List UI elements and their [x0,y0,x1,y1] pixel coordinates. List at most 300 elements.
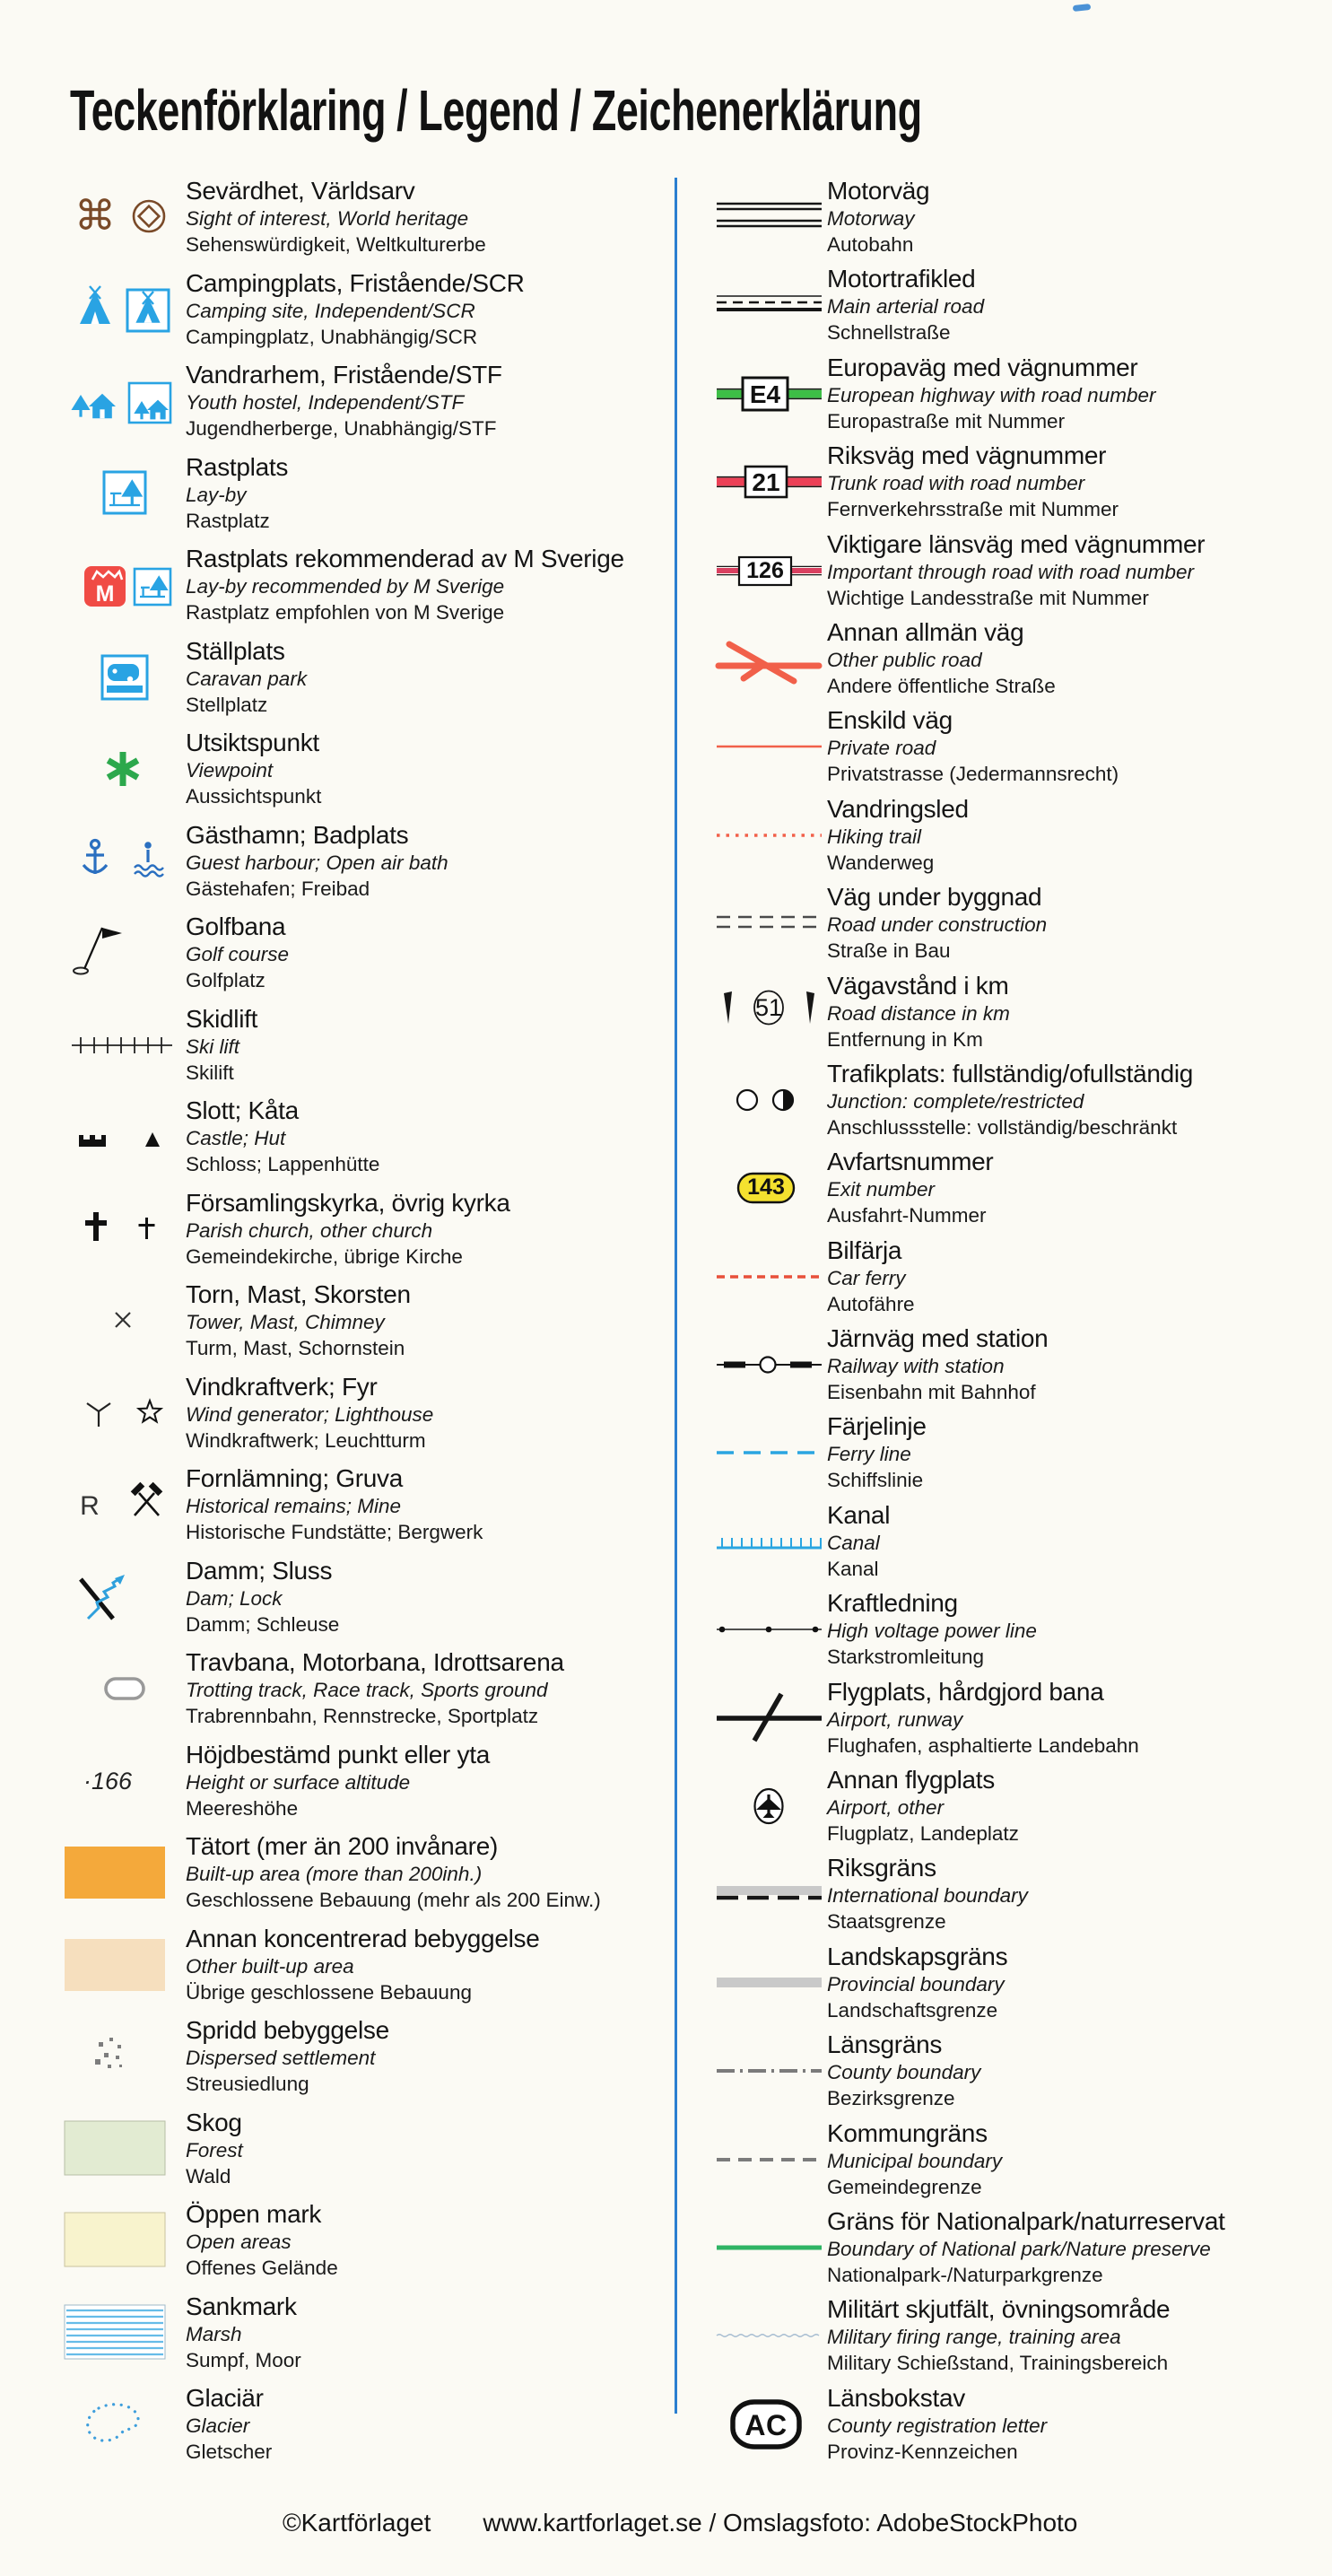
forest-icon [63,2108,184,2190]
power-line-icon [713,1588,825,1671]
legend-term-en: Golf course [186,943,290,965]
junction-icon [713,1059,825,1141]
legend-term-sv: Vandringsled [827,794,969,823]
built-up-area-icon [63,1831,184,1914]
legend-term-de: Jugendherberge, Unabhängig/STF [186,417,497,440]
legend-term-en: Car ferry [827,1266,906,1289]
legend-item-text [184,2292,301,2373]
legend-term-de: Andere öffentliche Straße [827,674,1056,697]
legend-term-en: Marsh [186,2322,242,2345]
tower-mast-icon [63,1279,184,1362]
legend-item-text [825,529,1205,611]
legend-term-sv: Höjdbestämd punkt eller yta [186,1740,490,1768]
ferry-line-icon [713,1411,825,1494]
legend-term-de: Flugplatz, Landeplatz [827,1822,1019,1846]
legend-term-de: Trabrennbahn, Rennstrecke, Sportplatz [186,1705,539,1727]
legend-term-sv: Länsbokstav [827,2383,965,2412]
hiking-trail-icon [713,794,825,877]
legend-item [713,971,1307,1059]
legend-item [713,1411,1307,1499]
legend-term-en: Youth hostel, Independent/STF [186,391,465,414]
legend-term-de: Wanderweg [827,851,935,874]
legend-term-de: Aussichtspunkt [186,785,322,808]
county-boundary-icon [713,2030,825,2112]
legend-term-en: Main arterial road [827,295,985,319]
legend-item [63,1096,662,1188]
legend-term-en: Guest harbour; Open air bath [186,851,448,874]
legend-item [713,2294,1307,2382]
legend-term-en: Municipal boundary [827,2149,1003,2172]
legend-term-en: Glacier [186,2414,250,2437]
legend-term-de: Schloss; Lappenhütte [186,1153,380,1175]
legend-term-en: County registration letter [827,2414,1048,2437]
car-ferry-icon [713,1236,825,1318]
legend-term-sv: Länsgräns [827,2030,943,2059]
footer-copyright: ©Kartförlaget [283,2509,431,2537]
legend-item-text [184,2199,338,2281]
legend-item-text [184,2015,389,2097]
legend-term-en: Historical remains; Mine [186,1495,402,1517]
legend-item [63,1188,662,1280]
road-distance-icon [713,971,825,1053]
svg-text:51: 51 [754,993,783,1021]
motorway-icon [713,176,825,258]
legend-term-sv: Vägavstånd i km [827,971,1009,1000]
castle-hut-icon [63,1096,184,1178]
legend-term-en: Forest [186,2138,243,2161]
legend-item [713,2118,1307,2206]
legend-term-sv: Spridd bebyggelse [186,2016,389,2044]
svg-text:·166: ·166 [83,1767,133,1794]
legend-term-en: Private road [827,737,936,760]
legend-item [63,1647,662,1740]
legend-term-sv: Församlingskyrka, övrig kyrka [186,1188,510,1217]
legend-item-text [825,2294,1170,2376]
legend-term-de: Offenes Gelände [186,2257,338,2279]
legend-term-de: Streusiedlung [186,2073,309,2095]
legend-item [63,820,662,913]
legend-term-en: Height or surface altitude [186,1770,411,1794]
layby-icon [63,452,184,535]
svg-text:143: 143 [747,1174,785,1201]
legend-item [63,1924,662,2016]
legend-term-sv: Flygplats, hårdgjord bana [827,1677,1104,1706]
legend-item-text [825,705,1119,787]
legend-term-de: Wichtige Landesstraße mit Nummer [827,586,1149,609]
page-title: Teckenförklaring / Legend / Zeichenerklärung [70,78,922,143]
legend-term-en: International boundary [827,1884,1028,1908]
legend-term-sv: Rastplats rekommenderad av M Sverige [186,545,624,572]
legend-term-sv: Skog [186,2108,242,2136]
military-area-icon [713,2294,825,2377]
legend-term-sv: Avfartsnummer [827,1148,994,1176]
international-boundary-icon [713,1853,825,1935]
legend-term-en: Sight of interest, World heritage [186,207,469,230]
legend-term-de: Campingplatz, Unabhängig/SCR [186,325,478,348]
legend-term-de: Flughafen, asphaltierte Landebahn [827,1733,1139,1757]
legend-item-text [825,264,984,345]
legend-item-text [184,636,307,718]
legend-item-text [825,1853,1028,1934]
legend-term-de: Historische Fundstätte; Bergwerk [186,1521,483,1543]
legend-term-sv: Campingplats, Fristående/SCR [186,268,525,297]
legend-term-de: Anschlussstelle: vollständig/beschränkt [827,1115,1178,1139]
page-footer [283,2509,1077,2537]
layby-recommended-icon [63,544,184,626]
golf-icon [63,912,184,994]
legend-term-en: Castle; Hut [186,1127,286,1149]
legend-term-de: Gemeindegrenze [827,2175,982,2198]
legend-term-sv: Trafikplats: fullständig/ofullständig [827,1059,1194,1087]
legend-term-de: Nationalpark-/Naturparkgrenze [827,2263,1103,2286]
legend-item-text [184,1372,433,1454]
legend-term-sv: Riksväg med vägnummer [827,441,1107,470]
legend-term-en: Lay-by [186,483,247,506]
legend-term-en: Viewpoint [186,759,274,782]
legend-term-sv: Öppen mark [186,2200,322,2228]
legend-term-en: Motorway [827,207,915,230]
legend-item-text [825,1323,1048,1405]
legend-term-sv: Bilfärja [827,1236,902,1264]
footer-info: www.kartforlaget.se / Omslagsfoto: AdobeStockPhoto [483,2509,1078,2537]
legend-item [63,1740,662,1832]
legend-item [713,264,1307,352]
legend-term-en: Important through road with road number [827,560,1194,583]
legend-item-text [184,268,525,350]
provincial-boundary-icon [713,1942,825,2024]
legend-term-en: Road distance in km [827,1001,1010,1025]
legend-term-sv: Glaciär [186,2384,264,2412]
legend-item [713,1588,1307,1676]
legend-item [63,2292,662,2384]
legend-term-de: Europastraße mit Nummer [827,409,1066,432]
legend-term-de: Autobahn [827,233,914,256]
legend-term-de: Starkstromleitung [827,1646,985,1669]
legend-item [63,1372,662,1464]
legend-term-sv: Travbana, Motorbana, Idrottsarena [186,1648,564,1676]
legend-term-sv: Slott; Kåta [186,1096,299,1124]
legend-term-sv: Ställplats [186,636,285,665]
legend-term-en: Open areas [186,2231,292,2253]
legend-item [63,1004,662,1096]
legend-term-sv: Riksgräns [827,1854,936,1882]
legend-item-text [184,1924,539,2005]
legend-item-text [184,360,502,441]
legend-item-text [825,2383,1047,2465]
legend-term-de: Military Schießstand, Trainingsbereich [827,2352,1169,2375]
legend-item [713,1147,1307,1235]
legend-item [713,1059,1307,1147]
legend-term-sv: Vandrarhem, Fristående/STF [186,361,502,389]
legend-term-sv: Skidlift [186,1004,258,1033]
legend-item [713,1765,1307,1853]
legend-item-text [184,1188,510,1270]
remains-mine-icon [63,1463,184,1546]
dam-lock-icon [63,1556,184,1638]
legend-item [713,1236,1307,1323]
exit-number-icon [713,1147,825,1229]
legend-term-sv: Färjelinje [827,1412,927,1441]
legend-item-text [184,1279,411,1361]
svg-text:M: M [95,581,115,607]
legend-item-text [184,1647,564,1729]
legend-term-de: Schiffslinie [827,1469,924,1492]
legend-term-en: Ferry line [827,1443,911,1466]
legend-item-text [825,2030,980,2111]
airport-runway-icon [713,1677,825,1760]
legend-term-sv: Golfbana [186,913,286,940]
legend-item [63,544,662,636]
municipal-boundary-icon [713,2118,825,2201]
legend-term-en: County boundary [827,2061,981,2084]
legend-term-sv: Enskild väg [827,706,953,735]
legend-term-sv: Sevärdhet, Världsarv [186,177,415,205]
sight-world-heritage-icon [63,176,184,258]
hostel-icon [63,360,184,442]
legend-term-en: Caravan park [186,667,308,690]
legend-term-de: Autofähre [827,1292,915,1315]
legend-item [713,441,1307,528]
legend-term-en: Trotting track, Race track, Sports ground [186,1679,548,1701]
e-road-icon [713,353,825,435]
legend-term-de: Golfplatz [186,969,266,991]
legend-item-text [825,441,1119,522]
marsh-icon [63,2292,184,2374]
legend-term-sv: Landskapsgräns [827,1942,1008,1970]
legend-term-en: Other built-up area [186,1954,354,1978]
legend-item-text [184,2108,243,2189]
airport-other-icon [713,1765,825,1847]
legend-item-text [825,1411,927,1493]
legend-term-de: Stellplatz [186,693,268,716]
legend-item-text [184,1556,339,1637]
legend-item [63,1556,662,1648]
legend-item [713,1853,1307,1941]
railway-station-icon [713,1323,825,1406]
legend-term-sv: Fornlämning; Gruva [186,1464,404,1492]
legend-item [63,1463,662,1556]
legend-term-en: Road under construction [827,913,1048,937]
church-icon [63,1188,184,1271]
legend-item-text [825,1588,1037,1670]
legend-term-de: Landschaftsgrenze [827,1998,998,2022]
legend-item-text [825,1147,993,1228]
legend-term-en: Tower, Mast, Chimney [186,1311,385,1333]
nature-boundary-icon [713,2206,825,2289]
legend-term-de: Entfernung in Km [827,1027,983,1051]
legend-term-en: Canal [827,1531,880,1554]
legend-item [63,452,662,545]
legend-item-text [184,1831,601,1913]
legend-item [63,176,662,268]
legend-term-de: Meereshöhe [186,1796,299,1820]
legend-item-text [825,882,1047,964]
legend-item [63,1831,662,1924]
legend-term-sv: Sankmark [186,2292,297,2320]
legend-term-sv: Motortrafikled [827,265,976,293]
legend-term-de: Skilift [186,1061,234,1084]
legend-item [63,728,662,820]
legend-item [713,1323,1307,1411]
legend-term-sv: Damm; Sluss [186,1556,333,1585]
dispersed-settlement-icon [63,2015,184,2098]
legend-item [713,1942,1307,2030]
legend-term-sv: Annan flygplats [827,1766,995,1794]
legend-term-en: Lay-by recommended by M Sverige [186,575,505,598]
legend-column-right [713,176,1307,2471]
legend-term-de: Schnellstraße [827,321,951,345]
svg-text:R: R [80,1491,100,1521]
legend-term-en: Built-up area (more than 200inh.) [186,1863,483,1885]
legend-term-sv: Kanal [827,1500,891,1529]
legend-item [713,2206,1307,2294]
legend-term-en: High voltage power line [827,1620,1037,1643]
legend-term-de: Geschlossene Bebauung (mehr als 200 Einw.) [186,1889,601,1911]
legend-item-text [825,1942,1007,2023]
legend-item-text [825,2118,1002,2200]
legend-item-text [825,1059,1193,1140]
legend-term-de: Windkraftwerk; Leuchtturm [186,1428,426,1452]
legend-term-en: Dam; Lock [186,1586,283,1610]
legend-item-text [184,728,321,809]
legend-item-text [184,1096,379,1177]
legend-item [713,2030,1307,2118]
legend-term-de: Bezirksgrenze [827,2087,955,2110]
arterial-road-icon [713,264,825,346]
legend-term-en: Camping site, Independent/SCR [186,299,475,322]
legend-item [713,529,1307,617]
legend-term-de: Damm; Schleuse [186,1612,340,1636]
caravan-park-icon [63,636,184,719]
legend-term-sv: Kraftledning [827,1589,958,1618]
legend-item-text [184,1740,490,1821]
legend-item-text [184,176,486,258]
legend-term-en: Hiking trail [827,825,922,848]
legend-term-en: Boundary of National park/Nature preserve [827,2237,1211,2260]
wind-lighthouse-icon [63,1372,184,1454]
legend-item [713,617,1307,705]
legend-term-de: Gemeindekirche, übrige Kirche [186,1244,463,1268]
legend-term-de: Staatsgrenze [827,1910,946,1934]
legend-term-en: Railway with station [827,1355,1005,1378]
ski-lift-icon [63,1004,184,1087]
legend-term-sv: Militärt skjutfält, övningsområde [827,2295,1171,2324]
scan-artifact [1073,4,1092,12]
legend-item [713,705,1307,793]
legend-column-left [63,176,662,2476]
legend-item-text [825,1677,1139,1759]
legend-item-text [184,1463,483,1545]
legend-term-en: Wind generator; Lighthouse [186,1402,434,1426]
private-road-icon [713,705,825,788]
legend-term-sv: Gästhamn; Badplats [186,820,409,849]
legend-term-en: Trunk road with road number [827,472,1085,495]
legend-item [713,1500,1307,1588]
viewpoint-icon [63,728,184,810]
county-letter-icon [713,2383,825,2466]
legend-term-en: Airport, other [827,1796,945,1820]
legend-term-sv: Annan koncentrerad bebyggelse [186,1924,540,1952]
legend-term-en: Junction: complete/restricted [827,1089,1084,1113]
svg-text:E4: E4 [749,380,781,408]
legend-term-de: Gletscher [186,2441,273,2463]
legend-term-en: Other public road [827,648,982,671]
legend-item [63,360,662,452]
legend-term-sv: Rastplats [186,452,289,481]
legend-term-en: Military firing range, training area [827,2326,1121,2349]
legend-term-sv: Vindkraftverk; Fyr [186,1372,378,1401]
legend-term-de: Rastplatz [186,509,270,532]
legend-term-de: Straße in Bau [827,939,951,963]
legend-term-sv: Järnväg med station [827,1324,1049,1353]
legend-item-text [184,820,448,902]
legend-item-text [184,912,289,993]
legend-term-de: Ausfahrt-Nummer [827,1204,987,1227]
legend-term-de: Sehenswürdigkeit, Weltkulturerbe [186,233,486,256]
legend-term-sv: Europaväg med vägnummer [827,353,1138,381]
legend-item [713,882,1307,970]
legend-item [713,1677,1307,1765]
legend-term-de: Wald [186,2164,231,2187]
legend-item-text [184,1004,257,1086]
legend-term-de: Übrige geschlossene Bebauung [186,1980,472,2004]
legend-term-sv: Torn, Mast, Skorsten [186,1280,411,1308]
other-built-up-area-icon [63,1924,184,2006]
legend-item-text [825,176,929,258]
column-divider-line [675,178,677,2414]
legend-term-en: Provincial boundary [827,1972,1005,1995]
canal-icon [713,1500,825,1583]
legend-term-sv: Annan allmän väg [827,617,1024,646]
legend-term-sv: Kommungräns [827,2118,988,2147]
camping-icon [63,268,184,351]
legend-item-text [825,2206,1225,2288]
open-areas-icon [63,2199,184,2282]
legend-item-text [825,1500,890,1582]
legend-term-en: Dispersed settlement [186,2047,376,2069]
legend-term-en: Ski lift [186,1035,240,1058]
sports-ground-icon [63,1647,184,1730]
legend-term-sv: Gräns för Nationalpark/naturreservat [827,2206,1225,2235]
legend-item [63,636,662,729]
legend-item [713,176,1307,264]
svg-text:21: 21 [752,468,780,497]
legend-item [713,353,1307,441]
legend-term-de: Provinz-Kennzeichen [827,2440,1018,2463]
legend-term-en: Exit number [827,1178,936,1201]
legend-term-de: Eisenbahn mit Bahnhof [827,1381,1036,1404]
legend-term-en: Parish church, other church [186,1218,433,1242]
harbour-bath-icon [63,820,184,903]
trunk-road-icon [713,441,825,523]
legend-item [713,2383,1307,2471]
legend-item-text [825,353,1155,434]
legend-term-en: European highway with road number [827,383,1156,406]
legend-term-sv: Viktigare länsväg med vägnummer [827,529,1206,558]
svg-text:126: 126 [746,557,784,583]
legend-item-text [825,971,1010,1052]
height-point-icon [63,1740,184,1822]
legend-item [63,268,662,361]
legend-item-text [184,452,288,534]
legend-item-text [825,794,969,876]
legend-item [63,2199,662,2292]
legend-item [713,794,1307,882]
svg-text:AC: AC [744,2408,788,2441]
legend-item-text [184,2383,272,2465]
svg-text:⌘: ⌘ [74,192,116,239]
legend-term-sv: Motorväg [827,177,930,205]
